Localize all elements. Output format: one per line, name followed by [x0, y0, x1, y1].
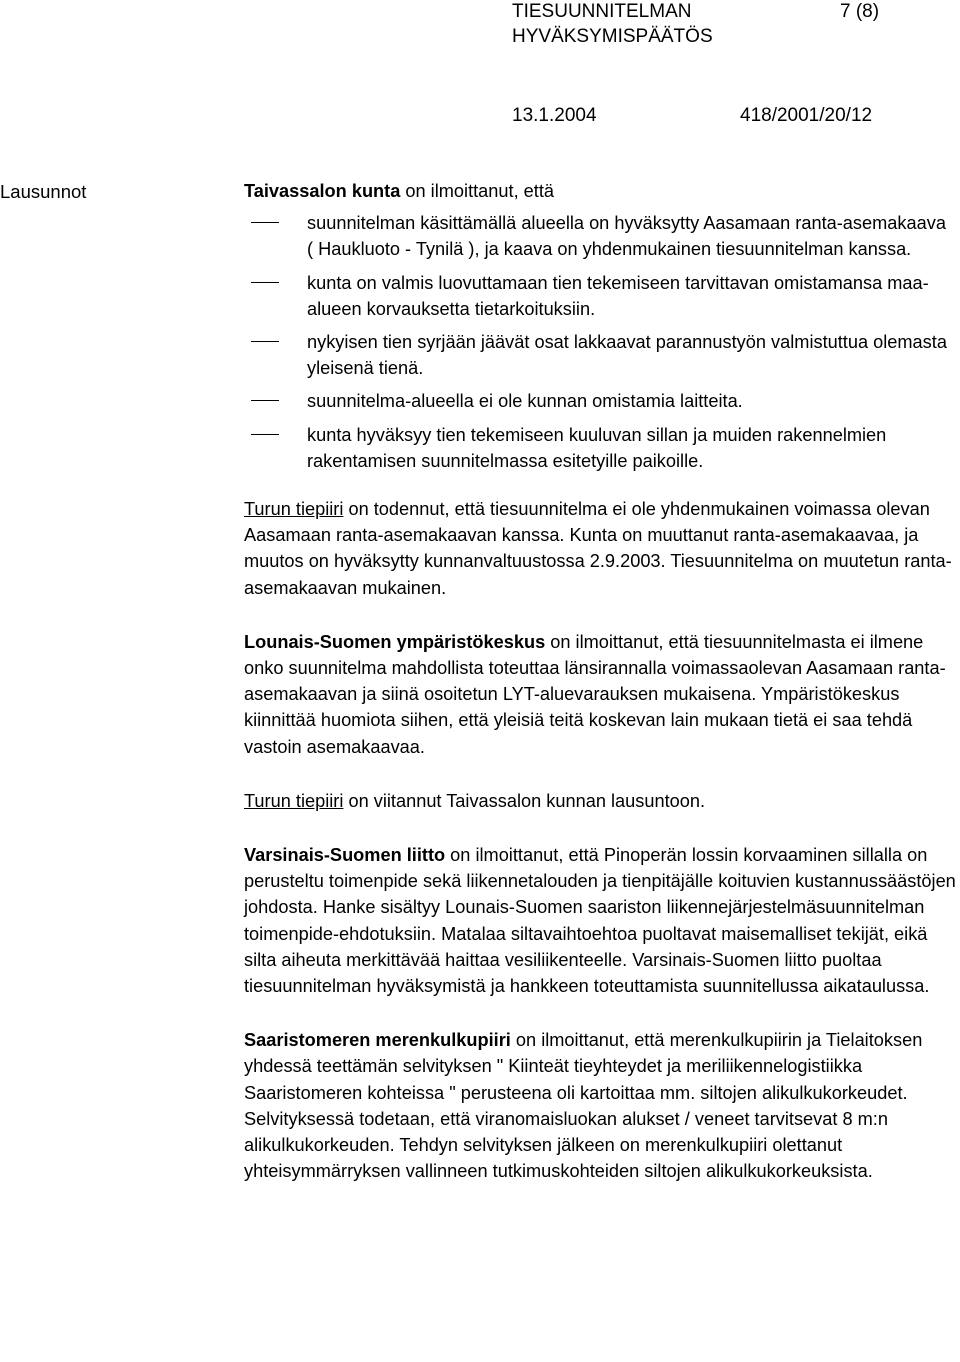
dash-bullet-icon	[251, 282, 279, 283]
ymparistokeskus-statement: Lounais-Suomen ympäristökeskus on ilmoittanut, että tiesuunnitelmasta ei ilmene onko suunnitelma mahdollista toteuttaa länsirannalla voimassaolevan Aasamaan ranta-asemakaavan ja siinä osoitetun LYT-aluevarauksen mukaisena. Ympäristökeskus kiinnittää huomiota siihen, että yleisiä teitä koskevan lain mukaan tietä ei saa tehdä vastoin asemakaavaa.	[244, 631, 946, 757]
dash-bullet-icon	[251, 341, 279, 342]
ymparistokeskus-org: Lounais-Suomen ympäristökeskus	[244, 631, 546, 652]
section-label: Lausunnot	[0, 181, 87, 202]
dash-bullet-icon	[251, 400, 279, 401]
liitto-org: Varsinais-Suomen liitto	[244, 845, 446, 866]
list-item: kunta hyväksyy tien tekemiseen kuuluvan sillan ja muiden rakennelmien rakentamisen suunnitelmassa esitetyille paikoille.	[244, 422, 957, 474]
taivassalo-intro-text: on ilmoittanut, että	[400, 181, 555, 201]
merenkulkupiiri-org: Saaristomeren merenkulkupiiri	[244, 1030, 511, 1051]
page-number: 7 (8)	[840, 1, 880, 22]
list-item: kunta on valmis luovuttamaan tien tekemiseen tarvittavan omistamansa maa-alueen korvauksetta tietarkoituksiin.	[244, 270, 957, 322]
merenkulkupiiri-statement: Saaristomeren merenkulkupiiri on ilmoittanut, että merenkulkupiirin ja Tielaitoksen yhdessä teettämän selvityksen " Kiinteät tieyhteydet ja meriliikennelogistiikka Saaristomeren kohteissa " perusteena oli kartoittaa mm. siltojen alikulkukorkeudet. Selvityksessä todetaan, että viranomaisluokan alukset / veneet tarvitsevat 8 m:n alikulkukorkeuden. Tehdyn selvityksen jälkeen on merenkulkupiiri olettanut yhteisymmärryksen vallinneen tutkimuskohteiden siltojen alikulkukorkeuksista.	[244, 1030, 923, 1182]
document-date: 13.1.2004	[512, 105, 597, 126]
taivassalo-org: Taivassalon kunta	[244, 181, 401, 201]
document-type-title: TIESUUNNITELMAN	[512, 1, 692, 22]
statements-body	[244, 178, 957, 1185]
document-subtitle: HYVÄKSYMISPÄÄTÖS	[512, 26, 713, 47]
tiepiiri-statement-1: Turun tiepiiri on todennut, että tiesuunnitelma ei ole yhdenmukainen voimassa olevan Aasamaan ranta-asemakaavan kanssa. Kunta on muuttanut ranta-asemakaavaa, ja muutos on hyväksytty kunnanvaltuustossa 2.9.2003. Tiesuunnitelma on muutetun ranta-asemakaavan mukainen.	[244, 499, 952, 598]
document-reference: 418/2001/20/12	[740, 105, 873, 126]
tiepiiri-org-1: Turun tiepiiri	[244, 499, 344, 520]
dash-bullet-icon	[251, 222, 279, 223]
taivassalo-points	[244, 210, 957, 474]
liitto-statement: Varsinais-Suomen liitto on ilmoittanut, että Pinoperän lossin korvaaminen sillalla on perusteltu toimenpide sekä liikennetalouden ja tienpitäjälle koituvien kustannussäästöjen johdosta. Hanke sisältyy Lounais-Suomen saariston liikennejärjestelmäsuunnitelman toimenpide-ehdotuksiin. Matalaa siltavaihtoehtoa puoltavat maisemalliset tekijät, eikä silta aiheuta merkittävää haittaa vesiliikenteelle. Varsinais-Suomen liitto puoltaa tiesuunnitelman hyväksymistä ja hankkeen toteuttamista suunnitellussa aikataulussa.	[244, 845, 956, 997]
dash-bullet-icon	[251, 434, 279, 435]
list-item: nykyisen tien syrjään jäävät osat lakkaavat parannustyön valmistuttua olemasta yleisenä tienä.	[244, 329, 957, 381]
tiepiiri-org-2: Turun tiepiiri	[244, 790, 344, 811]
tiepiiri-statement-2: Turun tiepiiri on viitannut Taivassalon kunnan lausuntoon.	[244, 790, 706, 811]
list-item: suunnitelma-alueella ei ole kunnan omistamia laitteita.	[244, 388, 957, 414]
taivassalo-intro	[244, 178, 957, 204]
list-item: suunnitelman käsittämällä alueella on hyväksytty Aasamaan ranta-asemakaava ( Haukluoto - Tynilä ), ja kaava on yhdenmukainen tiesuunnitelman kanssa.	[244, 210, 957, 262]
